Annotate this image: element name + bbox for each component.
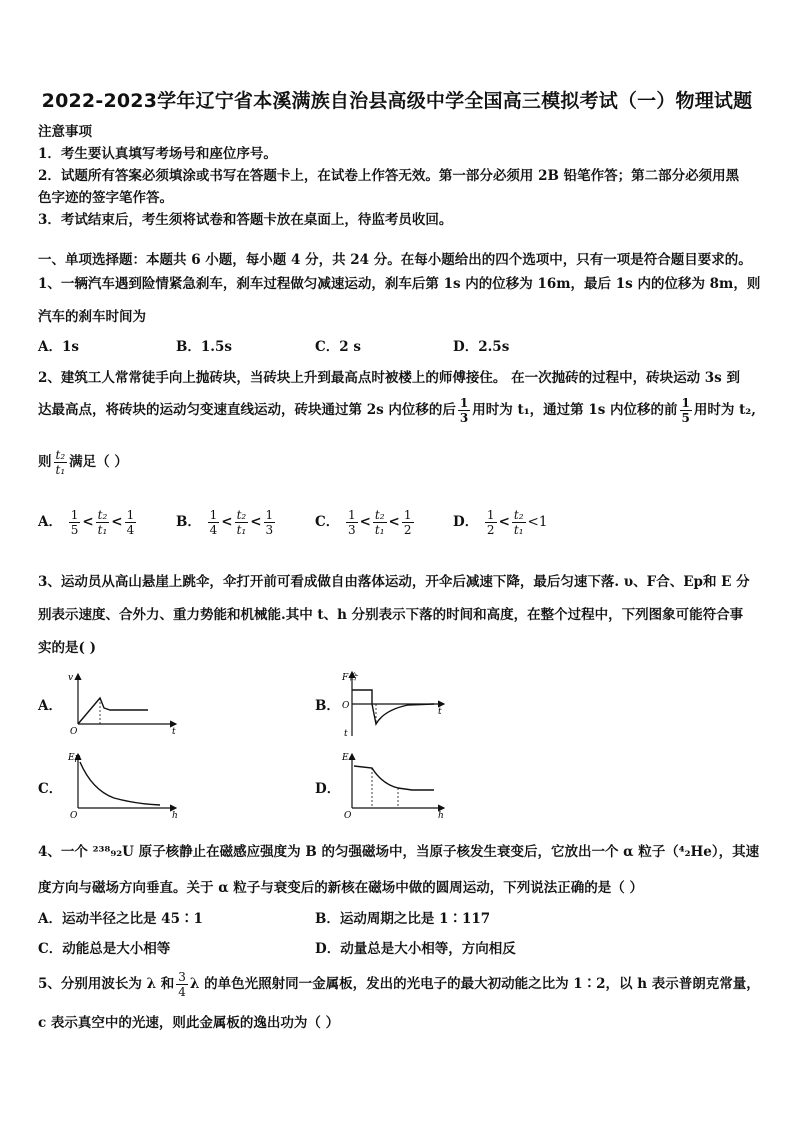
svg-text:t: t (438, 707, 442, 717)
fraction: $\frac{3}{4}$ (178, 970, 186, 999)
q1-stem-cont: 汽车的刹车时间为 (38, 309, 146, 325)
graph-a (64, 668, 184, 736)
notice-item: 1．考生要认真填写考场号和座位序号。 (38, 146, 277, 162)
q2-text: 达最高点，将砖块的运动匀变速直线运动，砖块通过第 2s 内位移的后 (38, 402, 456, 418)
svg-text:O: O (344, 811, 352, 820)
fraction: $\frac{1}{5}$ (681, 396, 690, 425)
svg-text:Ep: Ep (68, 753, 81, 763)
q1-option-c: C．2 s (315, 339, 361, 355)
q2-ask: 则 $\frac{\text{t₂}}{\text{t₁}}$ 满足（ ） (38, 448, 128, 477)
svg-text:O: O (70, 811, 78, 820)
q2-text: 用时为 t₁，通过第 1s 内位移的前 (472, 402, 678, 418)
q3-stem: 3、运动员从高山悬崖上跳伞，伞打开前可看成做自由落体运动，开伞后减速下降，最后匀速下落. υ、F合、Ep和 E 分 (38, 574, 750, 590)
q4-stem: 4、一个 ²³⁸₉₂U 原子核静止在磁感应强度为 B 的匀强磁场中，当原子核发生衰变后，它放出一个 α 粒子（⁴₂He），其速 (38, 844, 760, 860)
fraction: $\frac{1}{3}$ (459, 396, 469, 425)
notice-item: 2．试题所有答案必须填涂或书写在答题卡上，在试卷上作答无效。第一部分必须用 2B 铅笔作答；第二部分必须用黑 (38, 168, 740, 184)
graph-c (64, 748, 184, 820)
q3-option-b: B． (315, 698, 340, 714)
svg-text:E: E (342, 753, 349, 763)
q5-stem-cont: c 表示真空中的光速，则此金属板的逸出功为（ ） (38, 1015, 340, 1031)
graph-d (338, 748, 450, 820)
q4-option-d: D．动量总是大小相等，方向相反 (315, 941, 516, 957)
q2-option-b: B． $\frac{1}{4}$ < $\frac{\text{t₂}}{\text{t₁}}$ < $\frac{1}{3}$ (176, 508, 274, 537)
q2-text: 用时为 t₂, (693, 402, 756, 418)
q4-option-b: B．运动周期之比是 1∶117 (315, 911, 491, 927)
notice-item: 3．考试结束后，考生须将试卷和答题卡放在桌面上，待监考员收回。 (38, 212, 453, 228)
q3-option-c: C． (38, 781, 63, 797)
graph-b (338, 666, 450, 738)
section-heading: 一、单项选择题：本题共 6 小题，每小题 4 分，共 24 分。在每小题给出的四个选项中，只有一项是符合题目要求的。 (38, 252, 752, 268)
q1-option-a: A．1s (38, 339, 79, 355)
q4-option-a: A．运动半径之比是 45∶1 (38, 911, 203, 927)
notice-heading: 注意事项 (38, 124, 92, 140)
q1-option-d: D．2.5s (453, 339, 510, 355)
q2-stem-cont (38, 396, 756, 425)
notice-item: 色字迹的签字笔作答。 (38, 190, 173, 206)
q5-stem: 5、分别用波长为 λ 和 $\frac{3}{4}$ λ 的单色光照射同一金属板，发出的光电子的最大初动能之比为 1∶2，以 h 表示普朗克常量， (38, 970, 760, 999)
q3-stem-cont: 别表示速度、合外力、重力势能和机械能.其中 t、h 分别表示下落的时间和高度，在整个过程中，下列图象可能符合事 (38, 607, 744, 623)
ratio-fraction: $\frac{\text{t₂}}{\text{t₁}}$ (55, 448, 66, 477)
q2-option-d: D． $\frac{1}{2}$ < $\frac{\text{t₂}}{\text{t₁}}$ <1 (453, 508, 548, 537)
svg-text:F合: F合 (342, 673, 358, 683)
svg-text:O: O (70, 727, 78, 736)
q1-option-b: B．1.5s (176, 339, 232, 355)
q2-stem: 2、建筑工人常常徒手向上抛砖块，当砖块上升到最高点时被楼上的师傅接住。 在一次抛砖的过程中，砖块运动 3s 到 (38, 370, 740, 386)
svg-text:t: t (172, 727, 176, 736)
svg-text:h: h (172, 811, 178, 820)
q3-option-d: D． (315, 781, 341, 797)
svg-text:t: t (344, 729, 348, 738)
svg-text:h: h (438, 811, 444, 820)
svg-text:O: O (342, 701, 350, 711)
svg-text:v: v (68, 673, 74, 683)
q4-option-c: C．动能总是大小相等 (38, 941, 171, 957)
q3-stem-cont: 实的是( ) (38, 640, 96, 656)
page-title: 2022-2023学年辽宁省本溪满族自治县高级中学全国高三模拟考试（一）物理试题 (41, 90, 753, 112)
q2-option-c: C． $\frac{1}{3}$ < $\frac{\text{t₂}}{\text{t₁}}$ < $\frac{1}{2}$ (315, 508, 412, 537)
q1-stem: 1、一辆汽车遇到险情紧急刹车，刹车过程做匀减速运动，刹车后第 1s 内的位移为 16m，最后 1s 内的位移为 8m，则 (38, 276, 761, 292)
q3-option-a: A． (38, 698, 62, 714)
q2-option-a: A． $\frac{1}{5}$ < $\frac{\text{t₂}}{\text{t₁}}$ < $\frac{1}{4}$ (38, 508, 135, 537)
q4-stem-cont: 度方向与磁场方向垂直。关于 α 粒子与衰变后的新核在磁场中做的圆周运动，下列说法正确的是（ ） (38, 880, 643, 896)
